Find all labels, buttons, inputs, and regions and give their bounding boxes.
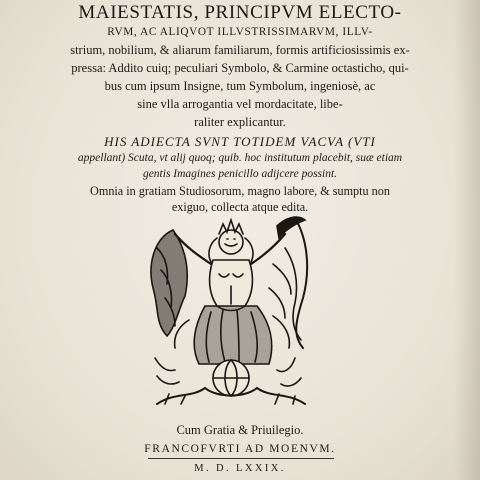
title-line-1: MAIESTATIS, PRINCIPVM ELECTO-: [78, 2, 402, 23]
allegorical-figure-woodcut-icon: [145, 208, 315, 413]
title-line-4: pressa: Addito cuiq; peculiari Symbolo, & Carmine octasticho, qui-: [71, 61, 409, 75]
title-line-3: strium, nobilium, & aliarum familiarum, formis artificiosissimis ex-: [70, 43, 410, 57]
title-line-2: RVM, AC ALIQVOT ILLVSTRISSIMARVM, ILLV-: [107, 26, 373, 38]
imprint-divider: [148, 458, 334, 459]
imprint-city: FRANCOFVRTI AD MOENVM.: [144, 443, 336, 455]
imprint-year: M. D. LXXIX.: [194, 463, 286, 474]
title-line-5: bus cum ipsum Insigne, tum Symbolum, ingeniosè, ac: [104, 79, 376, 93]
italic-line-1: HIS ADIECTA SVNT TOTIDEM VACVA (VTI: [104, 134, 376, 149]
italic-line-3: gentis Imagines penicillo adijcere possint.: [142, 168, 338, 180]
page-edge-shadow: [454, 0, 480, 480]
title-line-7: raliter explicantur.: [194, 115, 286, 129]
title-line-6: sine vlla arrogantia vel mordacitate, libe-: [137, 97, 343, 111]
dedication-line-2: exiguo, collecta atque edita.: [171, 200, 309, 214]
privilege-line: Cum Gratia & Priuilegio.: [176, 423, 304, 437]
dedication-line-1: Omnia in gratiam Studiosorum, magno labore, & sumptu non: [90, 184, 390, 198]
italic-line-2: appellant) Scuta, vt alij quoq; quib. hoc institutum placebit, suæ etiam: [77, 152, 403, 164]
